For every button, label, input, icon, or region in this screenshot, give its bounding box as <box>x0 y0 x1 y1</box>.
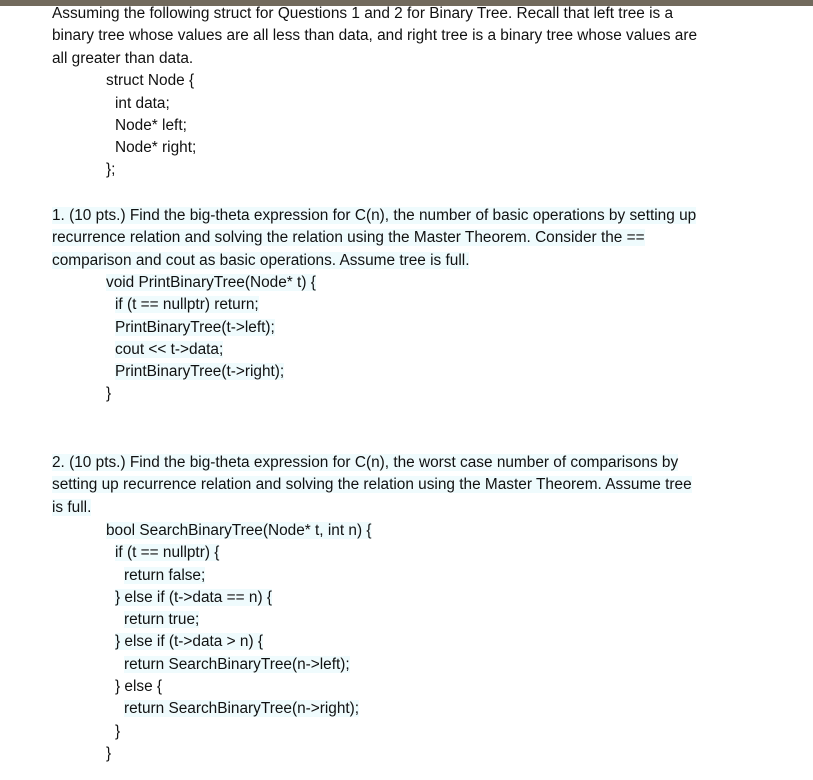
code-line <box>52 137 812 159</box>
question-1-line: recurrence relation and solving the relation using the Master Theorem. Consider the == <box>52 229 645 247</box>
code-line <box>52 383 812 405</box>
code-line <box>52 520 812 542</box>
code-line <box>52 698 812 720</box>
code-text: if (t == nullptr) { <box>115 544 220 562</box>
intro-line: Assuming the following struct for Questions 1 and 2 for Binary Tree. Recall that left tree is a <box>52 5 674 22</box>
code-text: void PrintBinaryTree(Node* t) { <box>106 273 316 291</box>
question-1-line: 1. (10 pts.) Find the big-theta expression for C(n), the number of basic operations by setting up <box>52 206 697 224</box>
code-line <box>52 743 812 765</box>
code-text: int data; <box>115 94 170 112</box>
code-text: return SearchBinaryTree(n->left); <box>124 655 350 673</box>
code-text: } else { <box>115 678 163 695</box>
intro-paragraph <box>52 3 812 70</box>
code-line <box>52 115 812 137</box>
question-2-line: is full. <box>52 498 92 516</box>
code-text: } <box>115 722 121 740</box>
code-text: return true; <box>124 611 200 629</box>
code-line <box>52 721 812 743</box>
code-text: } <box>106 744 112 762</box>
struct-node-code <box>52 70 812 181</box>
intro-line: all greater than data. <box>52 49 194 67</box>
code-text: bool SearchBinaryTree(Node* t, int n) { <box>106 521 372 539</box>
code-text: return SearchBinaryTree(n->right); <box>124 700 360 718</box>
code-text: PrintBinaryTree(t->right); <box>115 363 285 381</box>
code-line <box>52 565 812 587</box>
code-text: }; <box>106 161 116 179</box>
document-body <box>52 3 812 765</box>
print-binary-tree-code <box>52 272 812 406</box>
code-line <box>52 272 812 294</box>
code-line <box>52 70 812 92</box>
code-text: Node* right; <box>115 139 197 157</box>
code-text: } <box>106 385 112 403</box>
code-line <box>52 542 812 564</box>
question-1-prompt <box>52 205 812 272</box>
code-line <box>52 294 812 316</box>
code-line <box>52 93 812 115</box>
code-text: if (t == nullptr) return; <box>115 296 259 314</box>
search-binary-tree-code <box>52 520 812 765</box>
question-2-line: setting up recurrence relation and solving the relation using the Master Theorem. Assume tree <box>52 476 692 494</box>
code-line <box>52 631 812 653</box>
question-2-line: 2. (10 pts.) Find the big-theta expression for C(n), the worst case number of comparisons by <box>52 453 679 471</box>
question-1-line: comparison and cout as basic operations. Assume tree is full. <box>52 251 470 269</box>
code-line <box>52 159 812 181</box>
code-line <box>52 587 812 609</box>
code-line <box>52 339 812 361</box>
code-text: return false; <box>124 566 206 584</box>
code-line <box>52 361 812 383</box>
code-line <box>52 317 812 339</box>
code-text: PrintBinaryTree(t->left); <box>115 318 275 336</box>
question-2-prompt <box>52 452 812 519</box>
code-text: } else if (t->data > n) { <box>115 633 264 651</box>
code-line <box>52 676 812 698</box>
code-text: Node* left; <box>115 116 187 134</box>
code-line <box>52 609 812 631</box>
code-text: struct Node { <box>106 72 195 90</box>
code-text: } else if (t->data == n) { <box>115 588 272 606</box>
intro-line: binary tree whose values are all less than data, and right tree is a binary tree whose values are <box>52 27 698 45</box>
code-line <box>52 654 812 676</box>
code-text: cout << t->data; <box>115 340 224 358</box>
